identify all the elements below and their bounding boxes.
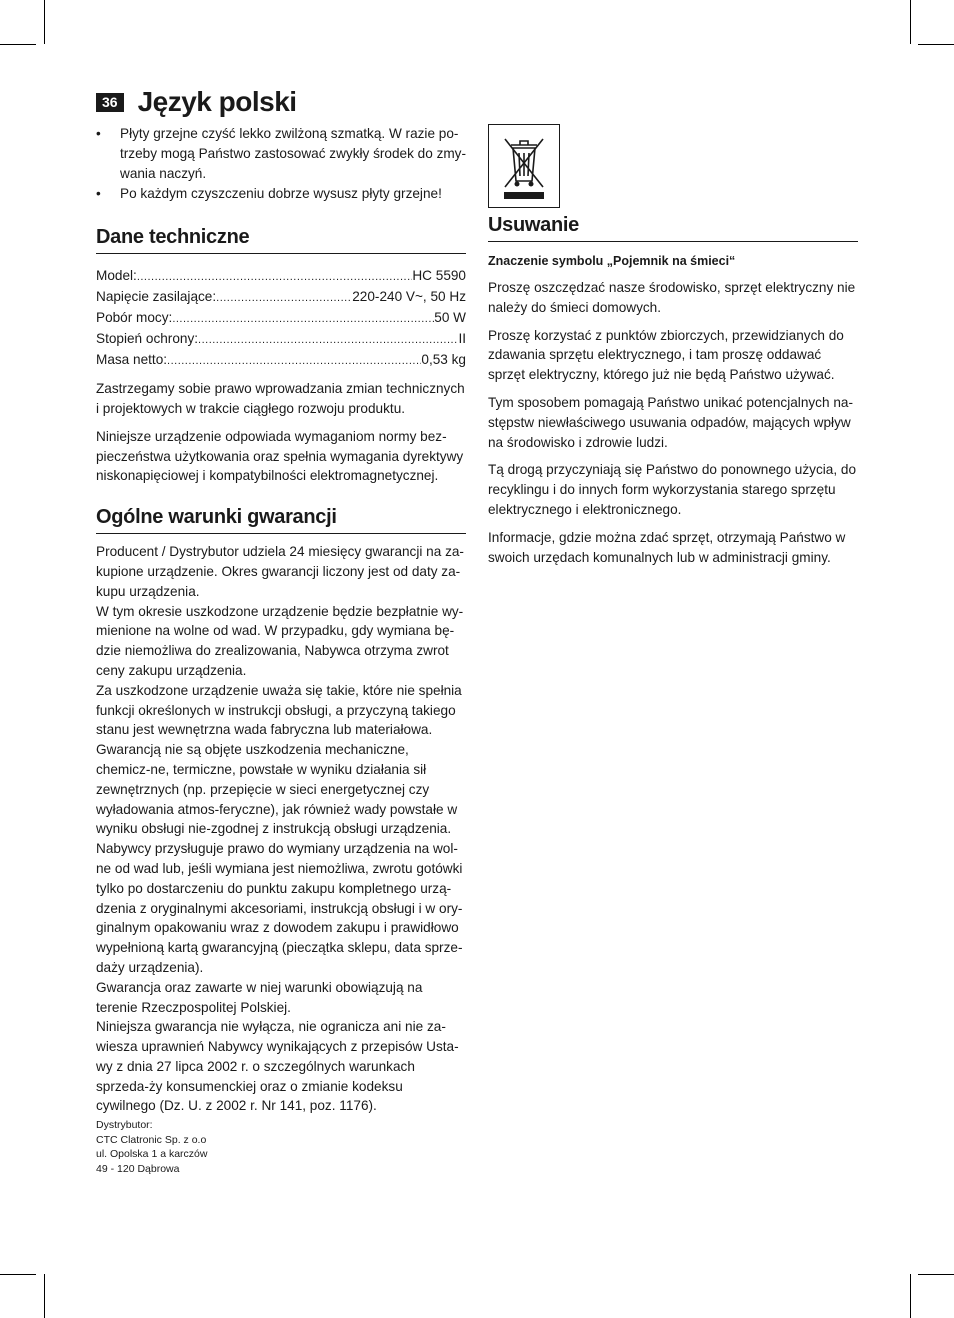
tech-note: Zastrzegamy sobie prawo wprowadzania zmian technicznych i projektowych w trakcie ciągłego rozwoju produktu. bbox=[96, 381, 465, 416]
spec-row: Napięcie zasilające: ..... 220-240 V~, 50 Hz bbox=[96, 287, 466, 308]
warranty-paragraph: Gwarancja oraz zawarte w niej warunki obowiązują na terenie Rzeczpospolitej Polskiej. bbox=[96, 979, 423, 1015]
crop-mark bbox=[0, 1274, 36, 1275]
care-list bbox=[96, 124, 466, 204]
spec-row: Model: ..... HC 5590 bbox=[96, 266, 466, 287]
tech-note: Niniejsze urządzenie odpowiada wymaganiom normy bez-pieczeństwa użytkowania oraz spełnia wymagania dyrektywy niskonapięciowej i kompatybilności elektromagnetycznej. bbox=[96, 428, 464, 484]
warranty-heading: Ogólne warunki gwarancji bbox=[96, 506, 466, 534]
bullet-icon: • bbox=[96, 126, 101, 141]
page-header bbox=[96, 84, 297, 120]
crop-mark bbox=[918, 1274, 954, 1275]
warranty-paragraph: Gwarancją nie są objęte uszkodzenia mechaniczne, chemicz-ne, termiczne, powstałe w wyniku działania sił zewnętrznych (np. przepięcie w sieci energetycznej czy wyładowania atmos-feryczne), jak również wady powstałe w wyniku obsługi nie-zgodnej z instrukcją obsługi urządzenia. bbox=[96, 742, 458, 837]
spec-row: Pobór mocy: ..... 50 W bbox=[96, 308, 466, 329]
list-item: • Płyty grzejne czyść lekko zwilżoną szmatką. W razie po-trzeby mogą Państwo zastosować zwykły środek do zmy-wania naczyń. bbox=[96, 126, 467, 181]
spec-row: Stopień ochrony: ..... II bbox=[96, 329, 466, 350]
warranty-paragraph: Niniejsza gwarancja nie wyłącza, nie ogranicza ani nie za-wiesza uprawnień Nabywcy wynikających z przepisów Usta-wy z dnia 27 lipca 2002 r. o szczególnych warunkach sprzeda-ży konsumenckiej oraz o zmianie kodeksu cywilnego (Dz. U. z 2002 r. Nr 141, poz. 1176). bbox=[96, 1019, 459, 1114]
crop-mark bbox=[44, 1274, 45, 1318]
warranty-paragraph: Producent / Dystrybutor udziela 24 miesięcy gwarancji na za-kupione urządzenie. Okres gwarancji liczony jest od daty za-kupu urządzenia. bbox=[96, 544, 464, 599]
left-column bbox=[96, 124, 466, 1176]
crossed-bin-icon bbox=[488, 124, 560, 208]
list-item: • Po każdym czyszczeniu dobrze wysusz płyty grzejne! bbox=[96, 184, 466, 204]
crop-mark bbox=[918, 44, 954, 45]
crop-mark bbox=[910, 1274, 911, 1318]
disposal-subheading: Znaczenie symbolu „Pojemnik na śmieci“ bbox=[488, 254, 736, 268]
disposal-paragraph: Proszę oszczędzać nasze środowisko, sprzęt elektryczny nie należy do śmieci domowych. bbox=[488, 280, 856, 315]
bullet-icon: • bbox=[96, 186, 101, 202]
warranty-paragraph: W tym okresie uszkodzone urządzenie będzie bezpłatnie wy-mienione na wolne od wad. W przypadku, gdy wymiana bę-dzie niemożliwa do zrealizowania, Nabywca otrzyma zwrot ceny zakupu urządzenia. bbox=[96, 603, 464, 678]
distributor-info: Dystrybutor: CTC Clatronic Sp. z o.o ul. Opolska 1 a karczów 49 - 120 Dąbrowa bbox=[96, 1119, 208, 1175]
right-column bbox=[488, 124, 858, 575]
tech-heading: Dane techniczne bbox=[96, 226, 466, 254]
disposal-heading: Usuwanie bbox=[488, 214, 858, 242]
warranty-paragraph: Nabywcy przysługuje prawo do wymiany urządzenia na wol-ne od wad lub, jeśli wymiana jest niemożliwa, zwrotu gotówki tylko po dostarczeniu do punktu zakupu kompletnego urzą-dzenia z oryginalnymi akcesoriami, instrukcją obsługi i w ory-ginalnym opakowaniu wraz z dowodem zakupu i prawidłowo wypełnioną kartą gwarancyjną (pieczątka sklepu, data sprze-daży urządzenia). bbox=[96, 841, 463, 975]
crop-mark bbox=[910, 0, 911, 44]
page-number: 36 bbox=[96, 93, 124, 112]
crop-mark bbox=[0, 44, 36, 45]
page-title: Język polski bbox=[137, 86, 297, 117]
disposal-paragraph: Tą drogą przyczyniają się Państwo do ponownego użycia, do recyklingu i do innych form wykorzystania starego sprzętu elektrycznego i elektronicznego. bbox=[488, 462, 857, 517]
disposal-paragraph: Proszę korzystać z punktów zbiorczych, przewidzianych do zdawania sprzętu elektrycznego, i tam proszę oddawać sprzęt elektryczny, którego już nie będą Państwo używać. bbox=[488, 327, 844, 383]
warranty-text bbox=[96, 542, 466, 1116]
crop-mark bbox=[44, 0, 45, 44]
disposal-paragraph: Informacje, gdzie można zdać sprzęt, otrzymają Państwo w swoich urzędach komunalnych lub w administracji gminy. bbox=[488, 529, 846, 565]
disposal-paragraph: Tym sposobem pomagają Państwo unikać potencjalnych na-stępstw niewłaściwego usuwania odpadów, mających wpływ na środowisko i zdrowie ludzi. bbox=[488, 394, 853, 450]
spec-row: Masa netto: ..... 0,53 kg bbox=[96, 350, 466, 371]
spec-list bbox=[96, 266, 466, 371]
warranty-paragraph: Za uszkodzone urządzenie uważa się takie, które nie spełnia funkcji określonych w instrukcji obsługi, a przyczyną takiego stanu jest wewnętrzna wada fabryczna lub materiałowa. bbox=[96, 682, 462, 738]
